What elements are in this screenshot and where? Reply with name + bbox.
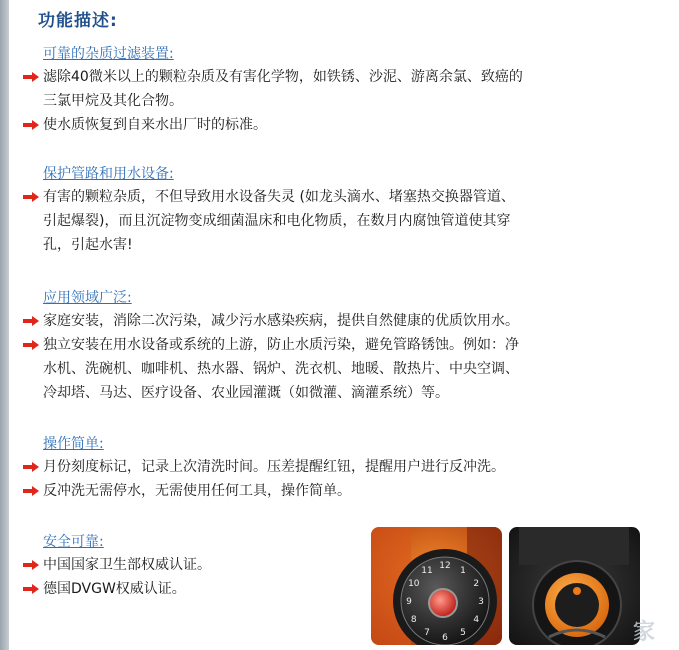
section-safety bbox=[20, 531, 211, 601]
list-item: 反冲洗无需停水，无需使用任何工具，操作简单。 bbox=[20, 479, 505, 503]
dial-number: 9 bbox=[406, 597, 412, 607]
list-item: 有害的颗粒杂质，不但导致用水设备失灵 (如龙头滴水、堵塞热交换器管道、 bbox=[20, 185, 515, 209]
list-item: 德国DVGW权威认证。 bbox=[20, 577, 211, 601]
list-item: 使水质恢复到自来水出厂时的标准。 bbox=[20, 113, 523, 137]
arrow-right-icon bbox=[23, 72, 39, 82]
list-item-continuation: 冷却塔、马达、医疗设备、农业园灌溉（如微灌、滴灌系统）等。 bbox=[43, 385, 449, 401]
section-operation bbox=[20, 433, 505, 503]
page-title: 功能描述: bbox=[38, 11, 118, 31]
month-dial-illustration bbox=[371, 527, 502, 645]
list-item-continuation: 孔，引起水害! bbox=[43, 237, 133, 253]
dial-number: 4 bbox=[473, 615, 480, 625]
arrow-right-icon bbox=[23, 462, 39, 472]
section-heading: 操作简单: bbox=[43, 436, 104, 452]
list-item: 独立安装在用水设备或系统的上游，防止水质污染，避免管路锈蚀。例如：净 bbox=[20, 333, 519, 357]
arrow-right-icon bbox=[23, 316, 39, 326]
list-item: 月份刻度标记，记录上次清洗时间。压差提醒红钮，提醒用户进行反冲洗。 bbox=[20, 455, 505, 479]
dial-number: 7 bbox=[424, 628, 430, 639]
left-accent-bar bbox=[0, 0, 9, 650]
product-photo-backwash-knob bbox=[509, 527, 640, 645]
list-item-continuation: 三氯甲烷及其化合物。 bbox=[43, 93, 183, 109]
dial-number: 1 bbox=[460, 565, 466, 576]
dial-number: 11 bbox=[421, 565, 433, 576]
dial-number: 2 bbox=[473, 579, 480, 589]
dial-number: 3 bbox=[478, 597, 484, 607]
list-item-continuation: 引起爆裂)，而且沉淀物变成细菌温床和电化物质，在数月内腐蚀管道使其穿 bbox=[43, 213, 511, 229]
dial-number: 5 bbox=[460, 628, 466, 639]
section-protect bbox=[20, 163, 515, 257]
list-item-continuation: 水机、洗碗机、咖啡机、热水器、锅炉、洗衣机、地暖、散热片、中央空调、 bbox=[43, 361, 519, 377]
section-heading: 可靠的杂质过滤装置: bbox=[43, 46, 174, 62]
dial-number: 12 bbox=[439, 561, 451, 571]
product-photo-month-dial bbox=[371, 527, 502, 645]
section-application bbox=[20, 287, 519, 405]
arrow-right-icon bbox=[23, 340, 39, 350]
arrow-right-icon bbox=[23, 192, 39, 202]
dial-number: 10 bbox=[408, 579, 420, 589]
knob-illustration bbox=[509, 527, 640, 645]
arrow-right-icon bbox=[23, 560, 39, 570]
arrow-right-icon bbox=[23, 120, 39, 130]
section-heading: 保护管路和用水设备: bbox=[43, 166, 174, 182]
dial-number: 6 bbox=[442, 633, 448, 643]
dial-number: 8 bbox=[410, 615, 417, 625]
section-filter bbox=[20, 43, 523, 137]
section-heading: 应用领域广泛: bbox=[43, 290, 132, 306]
watermark: 家 bbox=[632, 620, 655, 645]
section-heading: 安全可靠: bbox=[43, 534, 104, 550]
list-item: 家庭安装，消除二次污染，减少污水感染疾病，提供自然健康的优质饮用水。 bbox=[20, 309, 519, 333]
arrow-right-icon bbox=[23, 486, 39, 496]
arrow-right-icon bbox=[23, 584, 39, 594]
list-item: 滤除40微米以上的颗粒杂质及有害化学物，如铁锈、沙泥、游离余氯、致癌的 bbox=[20, 65, 523, 89]
list-item: 中国国家卫生部权威认证。 bbox=[20, 553, 211, 577]
